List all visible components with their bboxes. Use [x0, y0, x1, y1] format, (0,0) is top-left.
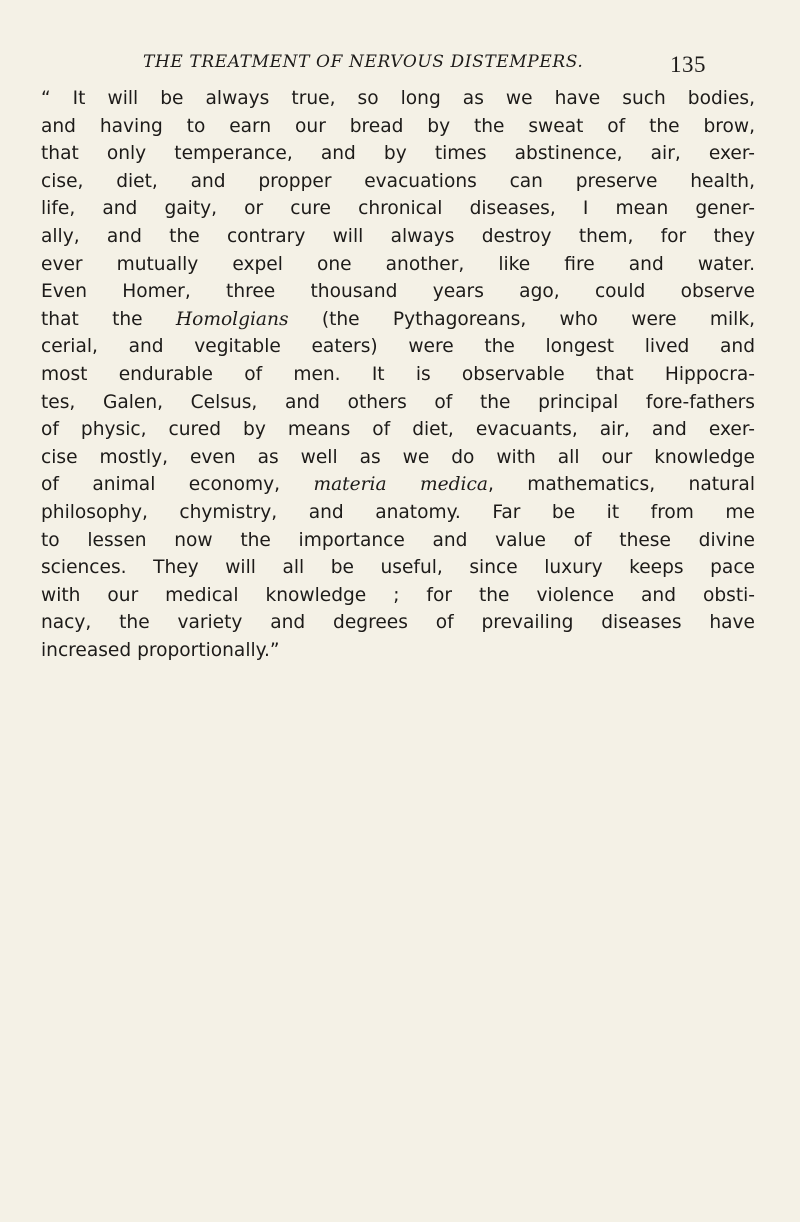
text-line: “ It will be always true, so long as we have such bodies, — [41, 88, 755, 109]
text-line: tes, Galen, Celsus, and others of the principal fore-fathers — [41, 391, 755, 413]
text-run: (the Pythagoreans, who were milk, — [288, 308, 755, 330]
text-run: of animal economy, — [41, 474, 314, 496]
page-number: 135 — [670, 52, 706, 77]
text-line: to lessen now the importance and value of these divine — [41, 529, 755, 551]
text-line: Even Homer, three thousand years ago, could observe — [41, 281, 755, 303]
text-line — [41, 471, 755, 499]
text-line: nacy, the variety and degrees of prevailing diseases have — [41, 612, 755, 634]
text-line: and having to earn our bread by the sweat of the brow, — [41, 115, 755, 137]
running-head-title: THE TREATMENT OF NERVOUS DISTEMPERS. — [143, 52, 584, 72]
text-line: cise, diet, and propper evacuations can preserve health, — [41, 170, 755, 192]
text-line: cise mostly, even as well as we do with all our knowledge — [41, 446, 755, 468]
text-line: increased proportionally.” — [41, 639, 280, 661]
text-line: sciences. They will all be useful, since luxury keeps pace — [41, 557, 755, 579]
italic-term: Homolgians — [175, 308, 289, 330]
body-paragraph — [41, 85, 755, 664]
italic-term: materia medica — [313, 474, 488, 496]
text-line: that only temperance, and by times abstinence, air, exer- — [41, 143, 755, 165]
text-line: of physic, cured by means of diet, evacuants, air, and exer- — [41, 419, 755, 441]
text-line: ally, and the contrary will always destroy them, for they — [41, 225, 755, 247]
text-line: with our medical knowledge ; for the violence and obsti- — [41, 584, 755, 606]
text-line: ever mutually expel one another, like fire and water. — [41, 253, 755, 275]
text-run: that the — [41, 308, 176, 330]
text-line: cerial, and vegitable eaters) were the longest lived and — [41, 336, 755, 358]
text-line: life, and gaity, or cure chronical diseases, I mean gener- — [41, 198, 755, 220]
text-line: most endurable of men. It is observable that Hippocra- — [41, 363, 755, 385]
text-line: philosophy, chymistry, and anatomy. Far be it from me — [41, 501, 755, 523]
text-run: , mathematics, natural — [487, 474, 755, 496]
text-line — [41, 306, 755, 334]
